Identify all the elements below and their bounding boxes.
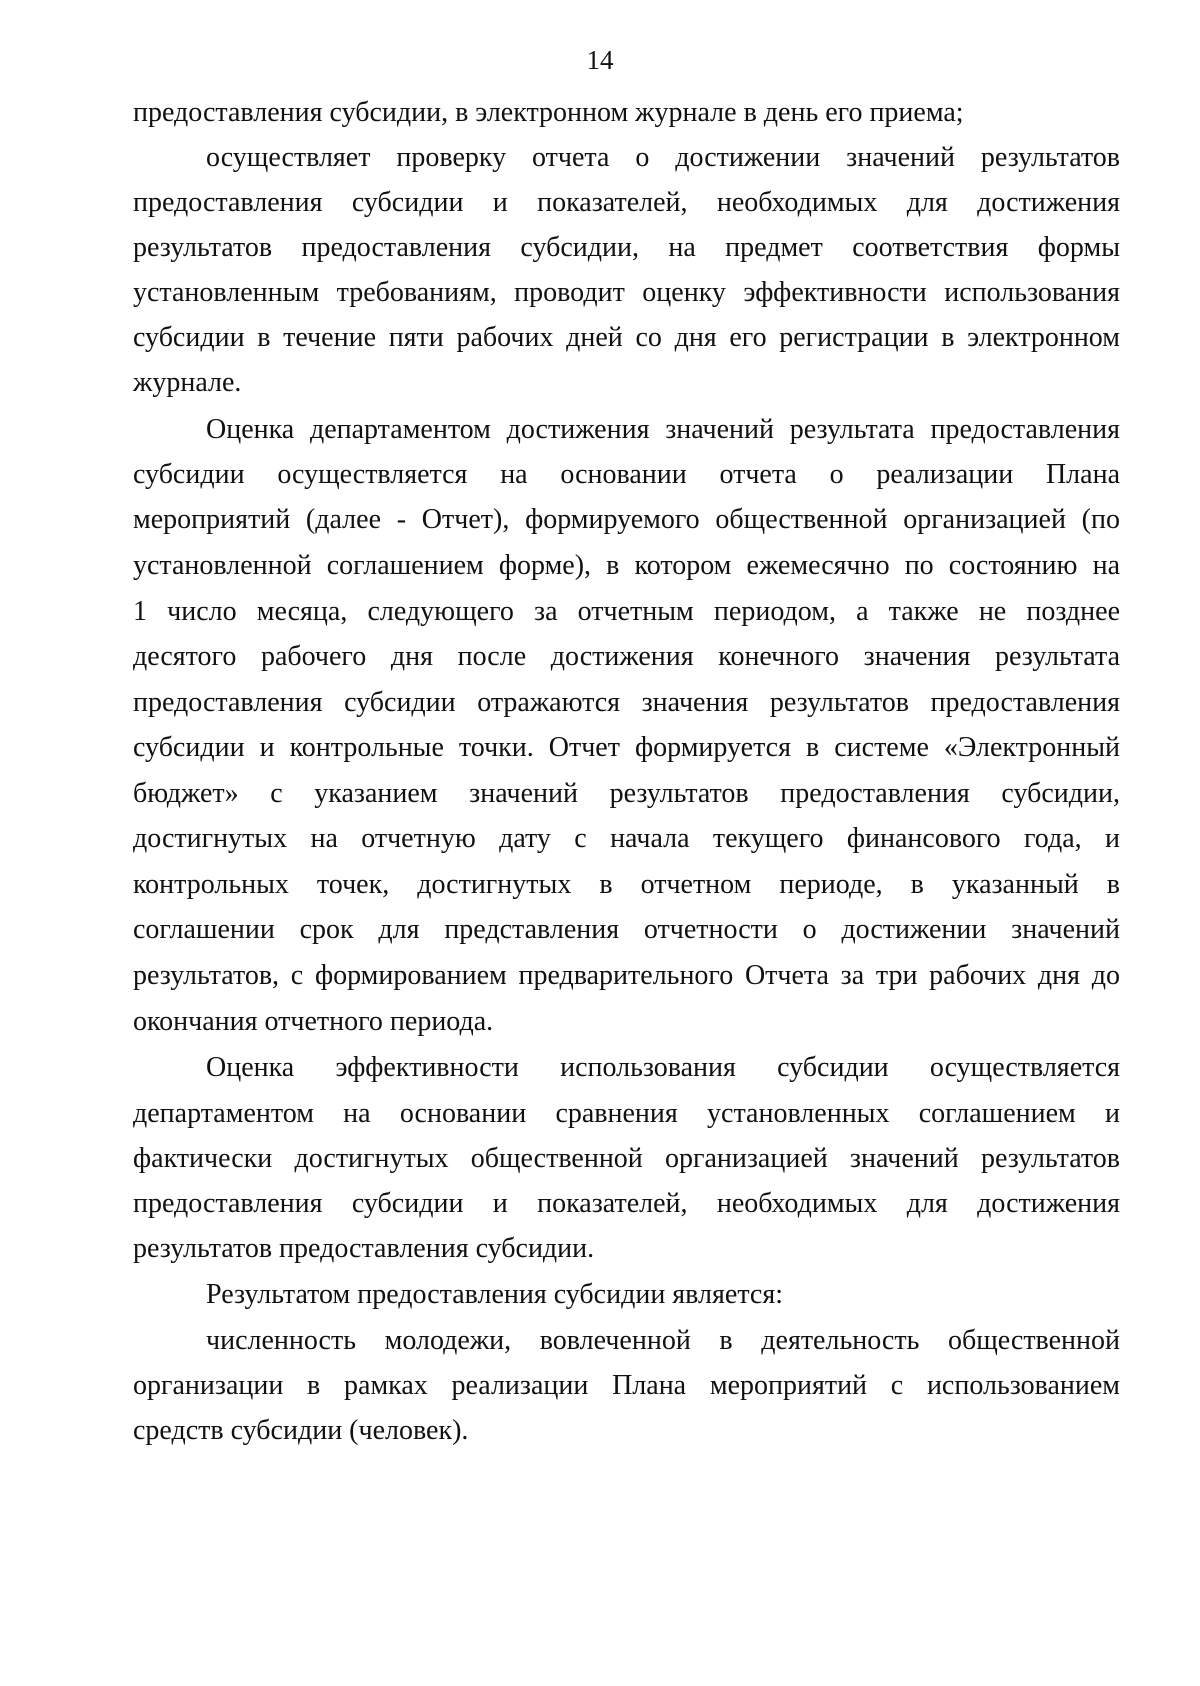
text-line: предоставления субсидии и показателей, необходимых для достижения: [133, 1188, 1120, 1219]
text-line: департаментом на основании сравнения установленных соглашением и: [133, 1098, 1120, 1129]
text-line: результатов предоставления субсидии, на предмет соответствия формы: [133, 232, 1120, 263]
text-line: численность молодежи, вовлеченной в деятельность общественной: [206, 1325, 1120, 1356]
text-line: десятого рабочего дня после достижения конечного значения результата: [133, 641, 1120, 672]
text-line: 1 число месяца, следующего за отчетным периодом, а также не позднее: [133, 596, 1120, 627]
text-line: журнале.: [133, 367, 242, 398]
text-line: результатов предоставления субсидии.: [133, 1233, 595, 1264]
text-line: предоставления субсидии и показателей, необходимых для достижения: [133, 187, 1120, 218]
text-line: Оценка эффективности использования субсидии осуществляется: [206, 1052, 1120, 1083]
text-line: соглашении срок для представления отчетности о достижении значений: [133, 914, 1120, 945]
text-line: установленным требованиям, проводит оценку эффективности использования: [133, 277, 1120, 308]
text-line: результатов, с формированием предварительного Отчета за три рабочих дня до: [133, 960, 1120, 991]
text-line: окончания отчетного периода.: [133, 1006, 494, 1037]
text-line: субсидии в течение пяти рабочих дней со дня его регистрации в электронном: [133, 322, 1120, 353]
text-line: предоставления субсидии, в электронном журнале в день его приема;: [133, 97, 964, 128]
text-line: осуществляет проверку отчета о достижении значений результатов: [206, 142, 1120, 173]
text-line: организации в рамках реализации Плана мероприятий с использованием: [133, 1370, 1120, 1401]
text-line: фактически достигнутых общественной организацией значений результатов: [133, 1143, 1120, 1174]
text-line: контрольных точек, достигнутых в отчетном периоде, в указанный в: [133, 869, 1120, 900]
text-line: мероприятий (далее - Отчет), формируемого общественной организацией (по: [133, 504, 1120, 535]
text-line: бюджет» с указанием значений результатов предоставления субсидии,: [133, 778, 1120, 809]
text-line: средств субсидии (человек).: [133, 1415, 469, 1446]
text-line: предоставления субсидии отражаются значения результатов предоставления: [133, 687, 1120, 718]
text-line: Результатом предоставления субсидии является:: [206, 1279, 783, 1310]
page-number: 14: [586, 45, 614, 75]
text-line: субсидии и контрольные точки. Отчет формируется в системе «Электронный: [133, 732, 1120, 763]
text-line: Оценка департаментом достижения значений результата предоставления: [206, 414, 1120, 445]
text-line: достигнутых на отчетную дату с начала текущего финансового года, и: [133, 823, 1120, 854]
text-line: установленной соглашением форме), в котором ежемесячно по состоянию на: [133, 550, 1120, 581]
text-line: субсидии осуществляется на основании отчета о реализации Плана: [133, 459, 1120, 490]
